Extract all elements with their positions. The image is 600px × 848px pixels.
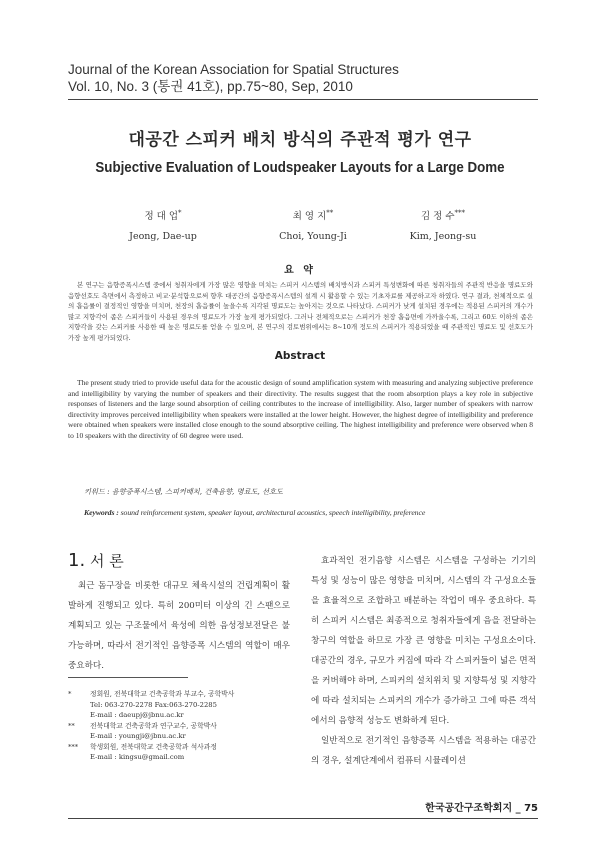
right-column [311, 551, 536, 771]
keywords-korean [84, 487, 283, 497]
page-footer: 한국공간구조학회지 _ 75 [425, 803, 538, 814]
intro-paragraph-left: 최근 돔구장을 비롯한 대규모 체육시설의 건립계획이 활발하게 진행되고 있다. 특히 200미터 이상의 긴 스팬으로 계획되고 있는 구조물에서 육성에 의한 음성정보전달은 불가능하며, 따라서 전기적인 음향증폭 시스템의 역할이 매우 중요하다. [68, 581, 290, 671]
footnote-1-affiliation: 정회원, 전북대학교 건축공학과 부교수, 공학박사 [90, 690, 235, 698]
keywords-en-list: sound reinforcement system, speaker layout, architectural acoustics, speech intelligibility, preference [120, 508, 426, 517]
journal-volume: Vol. 10, No. 3 (통권 41호), pp.75~80, Sep, 2010 [68, 79, 353, 94]
keywords-ko-label: 키워드 : [84, 487, 112, 496]
author-1-mark: * [178, 209, 182, 217]
footnote-2-email: E-mail : youngji@jbnu.ac.kr [90, 732, 186, 740]
footnote-rule [68, 677, 188, 678]
section-1-title: 서 론 [89, 552, 124, 570]
title-korean: 대공간 스피커 배치 방식의 주관적 평가 연구 [128, 130, 472, 150]
footnote-3-email: E-mail : kingsu@gmail.com [90, 753, 185, 761]
intro-paragraph-right-1: 효과적인 전기음향 시스템은 시스템을 구성하는 기기의 특성 및 성능이 많은 영향을 미치며, 시스템의 각 구성요소들을 효율적으로 조합하고 배분하는 작업이 매우 중요하다. 특히 스피커 시스템은 최종적으로 청취자들에게 음을 전달하는 창구의 역할을 하므로 가장 큰 영향을 미치는 구성요소이다. 대공간의 경우, 규모가 커짐에 따라 각 스피커들이 넓은 면적을 커버해야 하며, 스피커의 설치위치 및 지향특성 및 지향각에 따라 설치되는 스피커의 개수가 증가하고 그에 따른 객석에서의 음향적 성능도 변화하게 된다. [311, 556, 536, 726]
title-english: Subjective Evaluation of Loudspeaker Layouts for a Large Dome [95, 160, 505, 176]
author-2 [238, 203, 388, 247]
author-footnotes [68, 689, 290, 763]
abstract-ko-heading: 요 약 [284, 265, 316, 276]
footnote-3 [68, 742, 290, 763]
author-2-name-en: Choi, Young-Ji [279, 231, 347, 243]
header-rule [68, 99, 538, 100]
author-1-name-ko: 정 대 업 [144, 211, 179, 223]
footnote-3-mark: *** [68, 742, 79, 751]
author-1-name-en: Jeong, Dae-up [129, 231, 197, 243]
section-1-heading [68, 550, 124, 571]
author-2-name-ko: 최 영 지 [292, 211, 327, 223]
footnote-1 [68, 689, 290, 721]
abstract-ko-text: 본 연구는 음향증폭시스템 중에서 청취자에게 가장 많은 영향을 미치는 스피커 시스템의 배치방식과 스피커 특성변화에 따른 청취자들의 주관적 반응을 명료도와 음향선호도 측면에서 측정하고 비교·분석함으로써 향후 대공간의 음향증폭시스템의 설계 시 활용할 수 있는 기초자료를 제공하고자 하였다. 연구 결과, 천체적으로 실의 흡음률이 결정적인 영향을 미치며, 천장의 흡음률이 높을수록 지각된 명료도는 높아지는 것으로 나타났다. 스피커가 낮게 설치된 경우에는 적용된 스피커의 개수가 많고 지향각이 좁은 스피커들이 사용된 경우의 명료도가 가장 높게 평가되었다. 그러나 전체적으로는 스피커가 천장 흡음면에 가까울수록, 그리고 60도 이하의 좁은 지향각을 갖는 스피커를 사용한 때 높은 명료도를 얻을 수 있으며, 본 연구의 검토범위에서는 8~10개 정도의 스피커가 적용되었을 때 주관적인 명료도 및 선호도가 가장 높게 평가되었다. [68, 281, 533, 342]
keywords-en-label: Keywords : [84, 508, 121, 517]
author-3-mark: *** [454, 209, 466, 217]
left-column [68, 576, 290, 676]
keywords-ko-list: 음향증폭시스템, 스피커배치, 건축음향, 명료도, 선호도 [111, 487, 283, 496]
footnote-2 [68, 721, 290, 742]
keywords-english [84, 508, 425, 517]
author-3-name-en: Kim, Jeong-su [409, 231, 477, 243]
footnote-1-email: E-mail : daeupj@jbnu.ac.kr [90, 711, 184, 719]
footnote-1-phone: Tel: 063-270-2278 Fax:063-270-2285 [90, 700, 217, 709]
author-2-mark: ** [326, 209, 334, 217]
journal-header [68, 61, 399, 95]
abstract-en-text: The present study tried to provide useful data for the acoustic design of sound amplification system with measuring and analyzing subjective preference and intelligibility by varying the number of speakers and their directivity. The results suggest that the room absorption plays a key role in subjective responses of listeners and the large sound absorption of ceiling contributes to the increase of intelligibility. Also, larger number of speakers with narrow directivity improves perceived intelligibility when speakers were installed at the lower height. However, the highest degree of intelligibility and preference were obtained when speakers were installed close enough to the sound absorptive ceiling. The highest intelligibility and preference were observed when 8 to 10 speakers with the directivity of 60 degree were used. [68, 378, 533, 440]
footnote-3-affiliation: 학생회원, 전북대학교 건축공학과 석사과정 [90, 742, 217, 751]
footnote-2-affiliation: 전북대학교 건축공학과 연구교수, 공학박사 [90, 721, 217, 730]
intro-paragraph-right-2: 일반적으로 전기적인 음향증폭 시스템을 적용하는 대공간의 경우, 설계단계에서 컴퓨터 시뮬레이션 [311, 736, 536, 766]
section-1-number: 1. [68, 550, 86, 571]
footer-rule [68, 818, 538, 819]
footnote-2-mark: ** [68, 721, 75, 730]
author-3-name-ko: 김 정 수 [420, 211, 455, 223]
author-3 [368, 203, 518, 247]
journal-name: Journal of the Korean Association for Spatial Structures [68, 62, 399, 77]
abstract-en-heading: Abstract [274, 350, 326, 362]
author-1 [88, 203, 238, 247]
footnote-1-mark: * [68, 690, 72, 698]
